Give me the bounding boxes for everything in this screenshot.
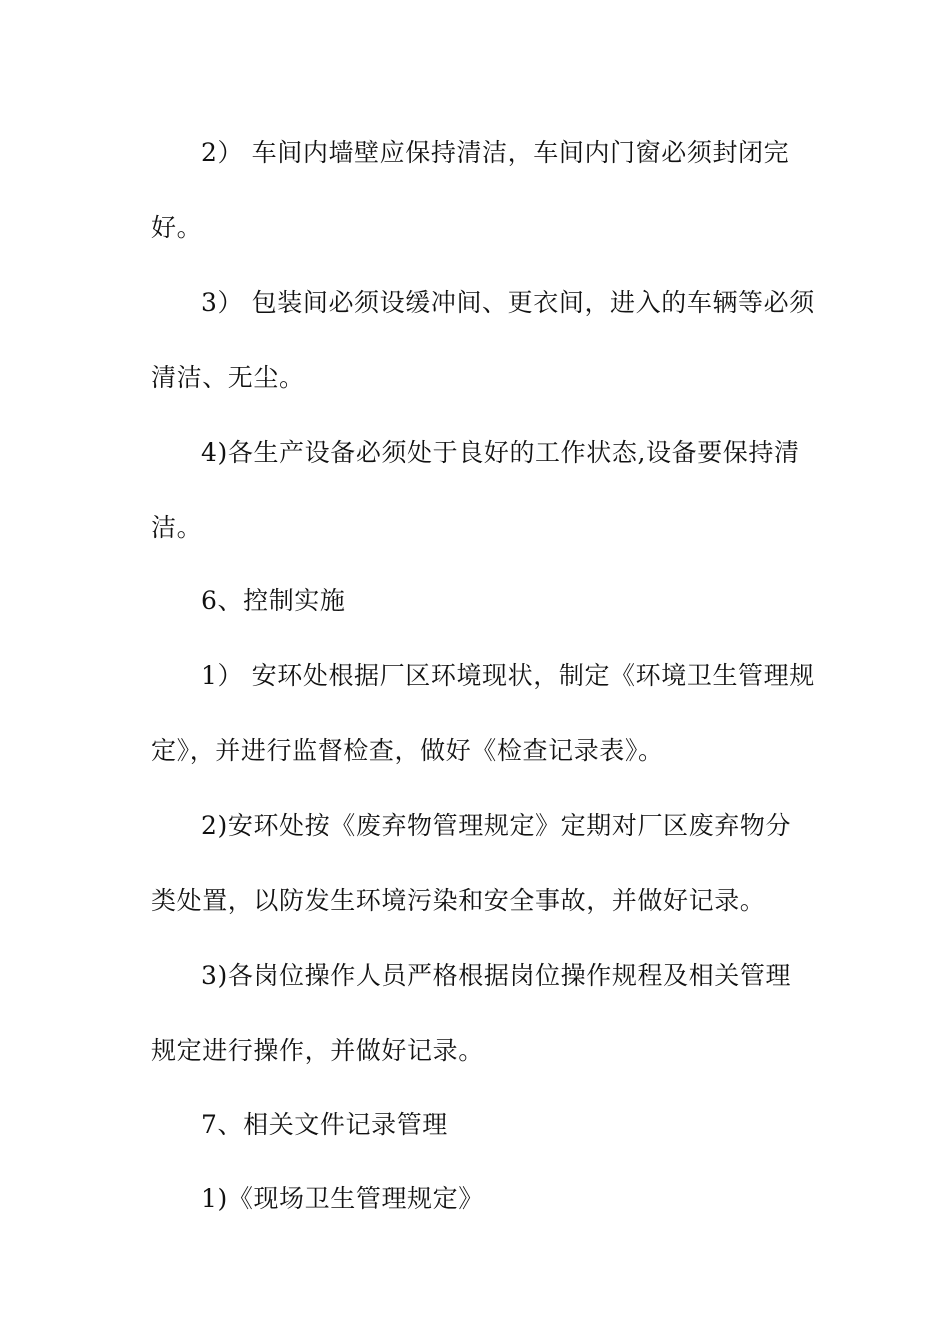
paragraph-line: 清洁、无尘。 [151, 363, 305, 392]
paragraph-line: 1)《现场卫生管理规定》 [201, 1184, 484, 1213]
paragraph-line: 2)安环处按《废弃物管理规定》定期对厂区废弃物分 [201, 811, 792, 840]
section-heading: 6、控制实施 [201, 586, 346, 615]
paragraph-line: 3） 包装间必须设缓冲间、更衣间，进入的车辆等必须 [201, 288, 815, 317]
paragraph-line: 3)各岗位操作人员严格根据岗位操作规程及相关管理 [201, 961, 792, 990]
paragraph-line: 2） 车间内墙壁应保持清洁，车间内门窗必须封闭完 [201, 138, 790, 167]
paragraph-line: 类处置，以防发生环境污染和安全事故，并做好记录。 [151, 886, 766, 915]
paragraph-line: 1） 安环处根据厂区环境现状，制定《环境卫生管理规 [201, 661, 815, 690]
paragraph-line: 定》，并进行监督检查，做好《检查记录表》。 [151, 736, 664, 765]
section-heading: 7、相关文件记录管理 [201, 1110, 448, 1139]
paragraph-line: 4)各生产设备必须处于良好的工作状态,设备要保持清 [201, 438, 800, 467]
paragraph-line: 洁。 [151, 513, 203, 542]
paragraph-line: 好。 [151, 213, 203, 242]
paragraph-line: 规定进行操作，并做好记录。 [151, 1036, 484, 1065]
